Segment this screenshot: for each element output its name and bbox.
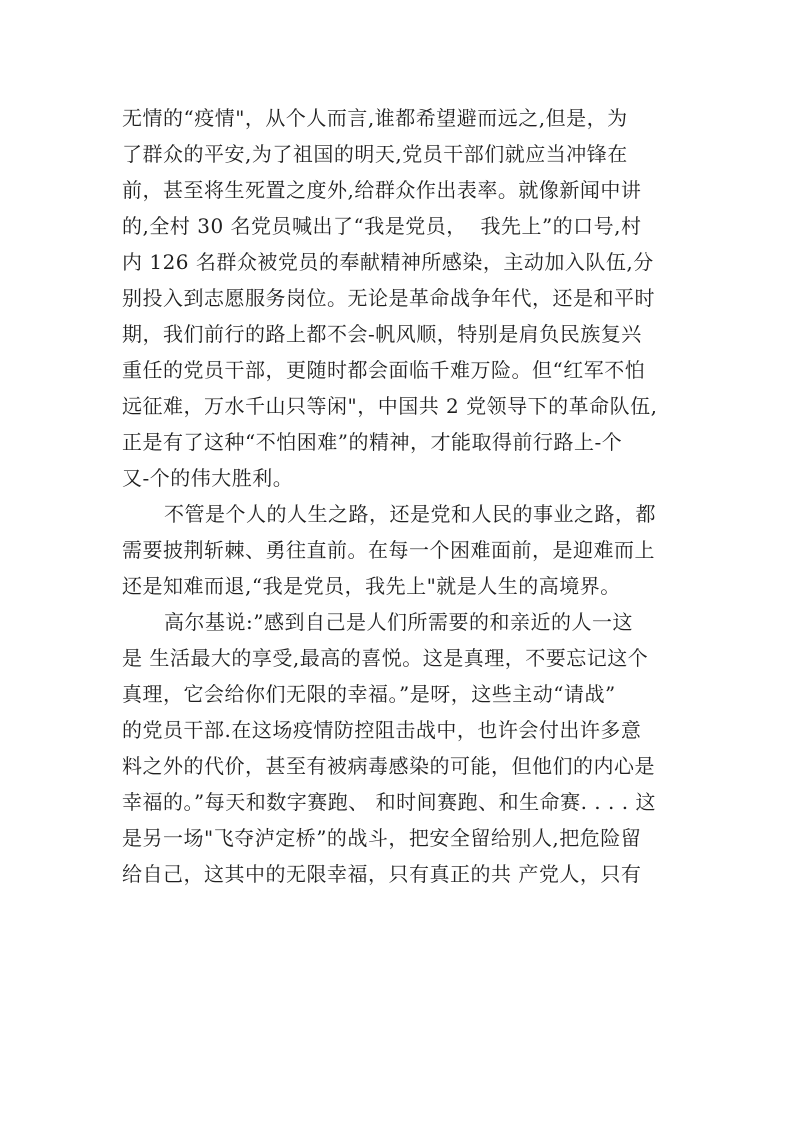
text-line: 重任的党员干部，更随时都会面临千难万险。但“红军不怕 — [122, 358, 646, 382]
text-line: 无情的“疫情"，从个人而言,谁都希望避而远之,但是，为 — [122, 106, 628, 130]
text-line: 还是知难而退,“我是党员，我先上"就是人生的高境界。 — [122, 574, 621, 598]
text-line: 又-个的伟大胜利。 — [122, 466, 294, 490]
text-line: 的党员干部.在这场疫情防控阻击战中，也许会付出许多意 — [122, 718, 642, 742]
text-line: 幸福的。”每天和数字赛跑、 和时间赛跑、和生命赛. . . . 这 — [122, 790, 656, 814]
paragraph-start-line: 不管是个人的人生之路，还是党和人民的事业之路，都 — [164, 502, 656, 526]
text-line: 了群众的平安,为了祖国的明天,党员干部们就应当冲锋在 — [122, 142, 628, 166]
text-line: 前，甚至将生死置之度外,给群众作出表率。就像新闻中讲 — [122, 178, 642, 202]
text-line: 需要披荆斩棘、勇往直前。在每一个困难面前，是迎难而上 — [122, 538, 655, 562]
text-line: 给自己，这其中的无限幸福，只有真正的共 产党人，只有 — [122, 862, 642, 886]
text-line: 正是有了这种“不怕困难”的精神，才能取得前行路上-个 — [122, 430, 623, 454]
text-line: 远征难，万水千山只等闲"，中国共 2 党领导下的革命队伍, — [122, 394, 658, 418]
text-line: 的,全村 30 名党员喊出了“我是党员， 我先上”的口号,村 — [122, 214, 642, 238]
text-line: 别投入到志愿服务岗位。无论是革命战争年代，还是和平时 — [122, 286, 655, 310]
text-line: 真理，它会给你们无限的幸福。”是呀，这些主动“请战” — [122, 682, 616, 706]
text-line: 料之外的代价，甚至有被病毒感染的可能，但他们的内心是 — [122, 754, 655, 778]
text-line: 内 126 名群众被党员的奉献精神所感染，主动加入队伍,分 — [122, 250, 654, 274]
paragraph-start-line: 高尔基说:”感到自己是人们所需要的和亲近的人一这 — [164, 610, 633, 634]
text-line: 是另一场"飞夺泸定桥”的战斗，把安全留给别人,把危险留 — [122, 826, 642, 850]
text-line: 是 生活最大的享受,最高的喜悦。这是真理，不要忘记这个 — [122, 646, 649, 670]
document-body — [122, 100, 682, 892]
text-line: 期，我们前行的路上都不会-帆风顺，特别是肩负民族复兴 — [122, 322, 642, 346]
